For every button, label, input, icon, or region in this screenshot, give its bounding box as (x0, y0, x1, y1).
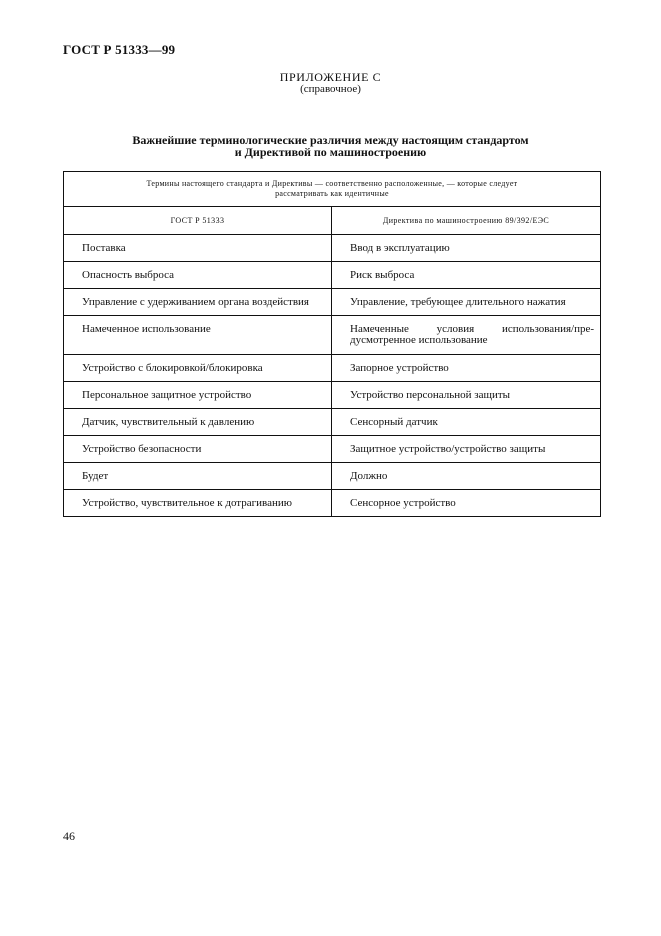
term-directive-cell (332, 316, 601, 355)
column-header-directive: Директива по машиностроению 89/392/ЕЭС (332, 207, 601, 235)
term-directive-cell (332, 382, 601, 409)
term-gost: Намеченное использование (82, 323, 211, 335)
table-caption (64, 172, 601, 207)
term-gost: Персональное защитное устройство (82, 389, 252, 401)
term-gost: Датчик, чувствительный к давлению (82, 416, 255, 428)
table-row (64, 436, 601, 463)
term-gost: Поставка (82, 242, 126, 254)
term-gost-cell (64, 490, 332, 517)
term-gost-cell (64, 262, 332, 289)
term-directive: Устройство персональной защиты (350, 389, 511, 401)
term-gost-cell (64, 409, 332, 436)
document-code: ГОСТ Р 51333—99 (63, 42, 176, 57)
term-gost: Устройство безопасности (82, 443, 202, 455)
term-directive: Управление, требующее длительного нажатия (350, 296, 566, 308)
table-caption-line-2: рассматривать как идентичные (275, 189, 389, 198)
table-row (64, 355, 601, 382)
table-row (64, 463, 601, 490)
table-caption-row (64, 172, 601, 207)
appendix-title: ПРИЛОЖЕНИЕ С (279, 70, 382, 84)
term-gost: Опасность выброса (82, 269, 175, 281)
table-row (64, 316, 601, 355)
table-column-header-row (64, 207, 601, 235)
table-caption-line-1: Термины настоящего стандарта и Директивы — соответственно расположенные, — которые следует (146, 179, 518, 188)
term-gost-cell (64, 235, 332, 262)
term-directive-cell (332, 235, 601, 262)
table-row (64, 262, 601, 289)
term-directive-cell (332, 289, 601, 316)
term-directive-line-1: Намеченные условия использования/пре- (350, 323, 595, 335)
term-directive-cell (332, 436, 601, 463)
table-row (64, 235, 601, 262)
term-directive-cell (332, 409, 601, 436)
term-directive: Ввод в эксплуатацию (350, 242, 450, 254)
term-directive-cell (332, 463, 601, 490)
column-header-gost: ГОСТ Р 51333 (64, 207, 332, 235)
table-heading (0, 134, 661, 158)
table-row (64, 490, 601, 517)
term-gost: Будет (82, 470, 109, 482)
term-gost: Управление с удерживанием органа воздействия (82, 296, 309, 308)
term-directive: Защитное устройство/устройство защиты (350, 443, 546, 455)
page-number: 46 (63, 829, 75, 843)
table-row (64, 382, 601, 409)
term-gost-cell (64, 382, 332, 409)
term-directive: Риск выброса (350, 269, 415, 281)
table-heading-line-1: Важнейшие терминологические различия между настоящим стандартом (132, 133, 529, 147)
appendix-subtitle: (справочное) (300, 83, 361, 95)
term-gost-cell (64, 463, 332, 490)
term-directive-cell (332, 262, 601, 289)
term-gost-cell (64, 289, 332, 316)
term-gost-cell (64, 355, 332, 382)
term-directive-line-2: дусмотренное использование (350, 334, 488, 346)
term-gost: Устройство с блокировкой/блокировка (82, 362, 263, 374)
term-directive: Запорное устройство (350, 362, 449, 374)
term-gost-cell (64, 316, 332, 355)
term-directive-cell (332, 490, 601, 517)
term-directive: Должно (350, 470, 388, 482)
term-directive: Сенсорный датчик (350, 416, 438, 428)
table-row (64, 409, 601, 436)
term-directive-cell (332, 355, 601, 382)
table-row (64, 289, 601, 316)
term-directive: Сенсорное устройство (350, 497, 456, 509)
term-gost: Устройство, чувствительное к дотрагиванию (82, 497, 292, 509)
terms-table (63, 171, 601, 517)
term-directive (332, 316, 600, 346)
table-heading-line-2: и Директивой по машиностроению (234, 145, 427, 159)
term-gost-cell (64, 436, 332, 463)
